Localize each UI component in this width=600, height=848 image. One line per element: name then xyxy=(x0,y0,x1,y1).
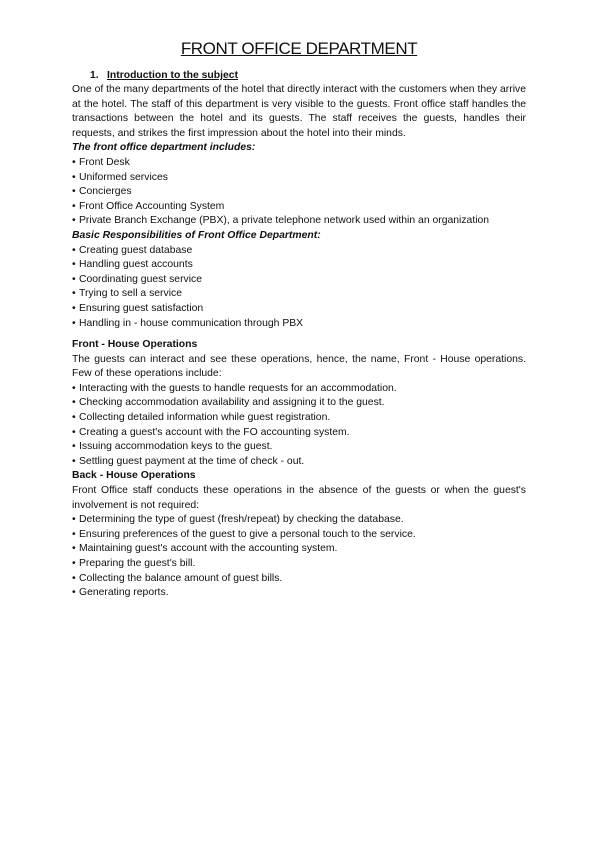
bullet-icon: • xyxy=(72,455,76,467)
list-item: • Front Desk xyxy=(72,156,526,171)
list-item: • Handling in - house communication through PBX xyxy=(72,317,526,332)
list-item: • Handling guest accounts xyxy=(72,258,526,273)
intro-heading-label: Introduction to the subject xyxy=(107,70,239,81)
bullet-icon: • xyxy=(72,412,76,424)
list-item: • Concierges xyxy=(72,185,526,200)
list-item: • Collecting detailed information while guest registration. xyxy=(72,411,526,426)
bullet-icon: • xyxy=(72,397,76,409)
bullet-icon: • xyxy=(72,244,76,256)
list-item: • Front Office Accounting System xyxy=(72,200,526,215)
back-house-paragraph: Front Office staff conducts these operations in the absence of the guests or when the guest's involvement is not required: xyxy=(72,485,526,511)
bullet-icon: • xyxy=(72,441,76,453)
intro-number: 1. xyxy=(90,70,99,81)
bullet-icon: • xyxy=(72,382,76,394)
bullet-icon: • xyxy=(72,558,76,569)
list-item: • Preparing the guest's bill. xyxy=(72,557,526,572)
bullet-icon: • xyxy=(72,200,76,212)
list-item: • Uniformed services xyxy=(72,171,526,186)
bullet-icon: • xyxy=(72,273,76,285)
includes-heading: The front office department includes: xyxy=(72,142,256,154)
document-page xyxy=(72,38,526,601)
list-item: • Interacting with the guests to handle requests for an accommodation. xyxy=(72,382,526,397)
list-item: • Ensuring preferences of the guest to give a personal touch to the service. xyxy=(72,528,526,543)
intro-heading xyxy=(90,69,526,83)
bullet-icon: • xyxy=(72,215,76,227)
list-item: • Generating reports. xyxy=(72,586,526,601)
list-item: • Determining the type of guest (fresh/repeat) by checking the database. xyxy=(72,513,526,528)
bullet-icon: • xyxy=(72,317,76,329)
section-gap xyxy=(72,331,526,338)
responsibilities-heading: Basic Responsibilities of Front Office Department: xyxy=(72,229,321,241)
bullet-icon: • xyxy=(72,587,76,599)
list-item: • Checking accommodation availability and assigning it to the guest. xyxy=(72,396,526,411)
bullet-icon: • xyxy=(72,186,76,198)
list-item: • Creating a guest's account with the FO accounting system. xyxy=(72,426,526,441)
includes-list xyxy=(72,156,526,229)
bullet-icon: • xyxy=(72,572,76,584)
bullet-icon: • xyxy=(72,171,76,183)
bullet-icon: • xyxy=(72,302,76,314)
bullet-icon: • xyxy=(72,543,76,555)
responsibilities-list xyxy=(72,244,526,332)
bullet-icon: • xyxy=(72,528,76,540)
bullet-icon: • xyxy=(72,259,76,271)
back-house-heading: Back - House Operations xyxy=(72,470,196,482)
bullet-icon: • xyxy=(72,156,76,168)
list-item: • Ensuring guest satisfaction xyxy=(72,302,526,317)
list-item: • Creating guest database xyxy=(72,244,526,259)
page-title: FRONT OFFICE DEPARTMENT xyxy=(180,39,418,58)
front-house-heading: Front - House Operations xyxy=(72,339,198,351)
list-item: • Settling guest payment at the time of check - out. xyxy=(72,455,526,470)
bullet-icon: • xyxy=(72,514,76,526)
list-item: • Issuing accommodation keys to the guest. xyxy=(72,440,526,455)
front-house-list xyxy=(72,382,526,470)
list-item: • Coordinating guest service xyxy=(72,273,526,288)
bullet-icon: • xyxy=(72,426,76,438)
back-house-list xyxy=(72,513,526,601)
list-item: • Trying to sell a service xyxy=(72,287,526,302)
bullet-icon: • xyxy=(72,288,76,300)
list-item: • Maintaining guest's account with the accounting system. xyxy=(72,542,526,557)
list-item: • Private Branch Exchange (PBX), a private telephone network used within an organization xyxy=(72,214,526,229)
intro-paragraph: One of the many departments of the hotel that directly interact with the customers when they arrive at the hotel. The staff of this department is very visible to the guests. Front office staff handles the transactions between the hotel and its guests. The staff receives the guests, handles their requests, and strikes the first impression about the hotel into their minds. xyxy=(72,84,526,139)
list-item: • Collecting the balance amount of guest bills. xyxy=(72,572,526,587)
front-house-paragraph: The guests can interact and see these operations, hence, the name, Front - House operations. Few of these operations include: xyxy=(72,353,526,380)
